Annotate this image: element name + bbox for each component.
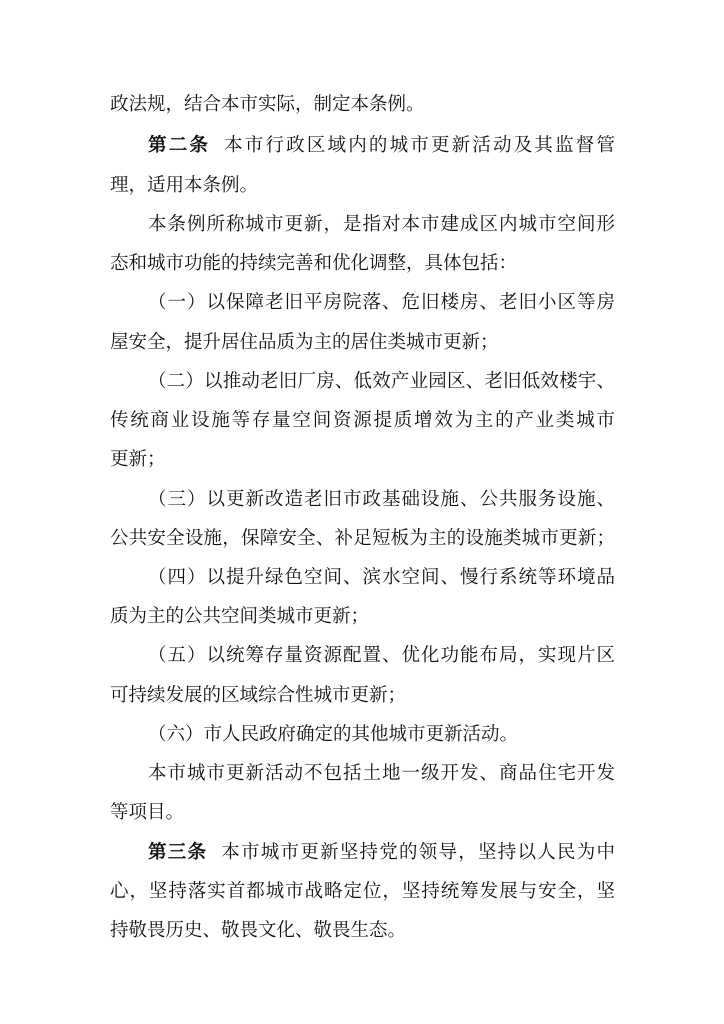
line-text: （六）市人民政府确定的其他城市更新活动。 <box>148 724 519 745</box>
article-3-heading-line <box>148 840 615 866</box>
text-line <box>148 761 615 787</box>
line-text: 屋安全，提升居住品质为主的居住类城市更新； <box>110 332 499 353</box>
line-text: （三）以更新改造老旧市政基础设施、公共服务设施、 <box>148 489 615 510</box>
text-line <box>110 92 615 118</box>
line-text: 态和城市功能的持续完善和优化调整，具体包括： <box>110 253 518 274</box>
text-line <box>148 487 615 513</box>
text-line <box>110 408 615 434</box>
article-2-heading-line <box>148 133 615 159</box>
text-line <box>148 722 615 748</box>
line-text: （四）以提升绿色空间、滨水空间、慢行系统等环境品 <box>148 567 615 588</box>
line-text: 本市行政区域内的城市更新活动及其监督管 <box>224 135 615 156</box>
text-line <box>110 447 615 473</box>
text-line <box>110 800 615 826</box>
text-line <box>148 565 615 591</box>
line-text: 持敬畏历史、敬畏文化、敬畏生态。 <box>110 920 407 941</box>
text-line <box>148 290 615 316</box>
text-line <box>110 879 615 905</box>
text-line <box>110 604 615 630</box>
text-line <box>148 643 615 669</box>
text-line <box>110 918 615 944</box>
line-text: 本条例所称城市更新，是指对本市建成区内城市空间形 <box>148 214 615 235</box>
text-line <box>148 212 615 238</box>
line-text: （五）以统筹存量资源配置、优化功能布局，实现片区 <box>148 645 615 666</box>
line-text: 传统商业设施等存量空间资源提质增效为主的产业类城市 <box>110 410 615 431</box>
article-number: 第二条 <box>148 135 211 156</box>
line-text: （二）以推动老旧厂房、低效产业园区、老旧低效楼宇、 <box>148 371 615 392</box>
line-text: 理，适用本条例。 <box>110 175 259 196</box>
article-number: 第三条 <box>148 842 208 863</box>
text-line <box>110 173 615 199</box>
line-text: 可持续发展的区域综合性城市更新； <box>110 685 407 706</box>
text-line <box>110 683 615 709</box>
line-text: 等项目。 <box>110 802 185 823</box>
line-text: 本市城市更新活动不包括土地一级开发、商品住宅开发 <box>148 763 615 784</box>
line-text: 本市城市更新坚持党的领导，坚持以人民为中 <box>221 842 615 863</box>
line-text: 更新； <box>110 449 166 470</box>
text-line <box>110 330 615 356</box>
text-line <box>110 526 615 552</box>
line-text: 公共安全设施，保障安全、补足短板为主的设施类城市更新； <box>110 528 615 549</box>
line-text: （一）以保障老旧平房院落、危旧楼房、老旧小区等房 <box>148 292 615 313</box>
line-text: 政法规，结合本市实际，制定本条例。 <box>110 94 425 115</box>
text-line <box>148 369 615 395</box>
line-text: 心，坚持落实首都城市战略定位，坚持统筹发展与安全，坚 <box>110 881 615 902</box>
line-text: 质为主的公共空间类城市更新； <box>110 606 370 627</box>
text-line <box>110 251 615 277</box>
